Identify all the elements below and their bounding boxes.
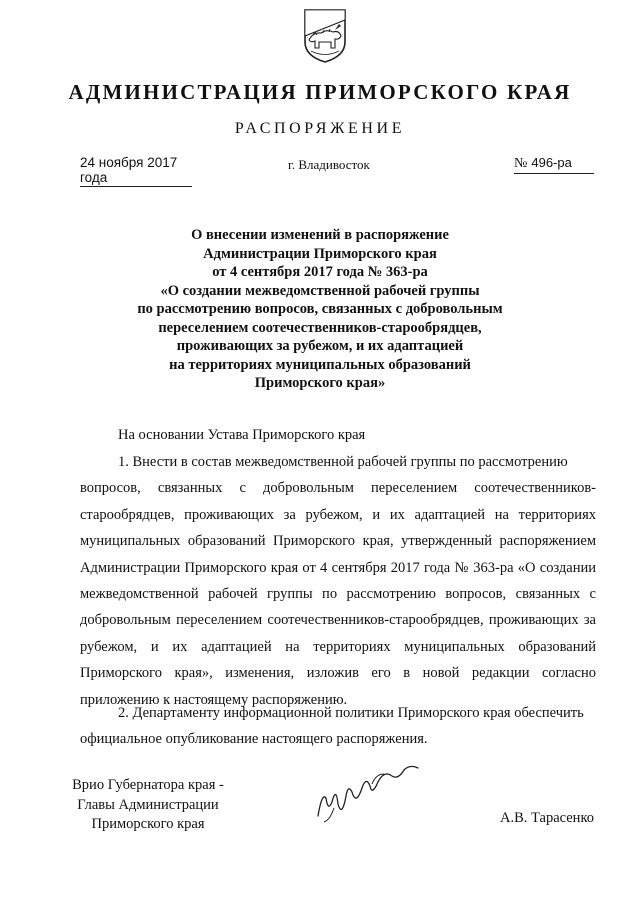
paragraph-1-text: вопросов, связанных с добровольным переселением соотечественников-старообрядцев, проживающих за рубежом, и их адаптацией на территориях муниципальных образований Приморского края, утвержденный распоряжением Администрации Приморского края от 4 сентября 2017 года № 363-ра «О создании межведомственной рабочей группы по рассмотрению вопросов, связанных с добровольным переселением соотечественников-старообрядцев, проживающих за рубежом, и их адаптацией на территориях муниципальных образований Приморского края», изменения, изложив его в новой редакции согласно приложению к настоящему распоряжению.	[80, 480, 596, 708]
signatory-title-line: Главы Администрации	[77, 796, 219, 813]
organization-name: АДМИНИСТРАЦИЯ ПРИМОРСКОГО КРАЯ	[68, 80, 572, 104]
document-date: 24 ноября 2017 года	[80, 155, 192, 187]
coat-of-arms-emblem	[299, 6, 351, 64]
document-type: РАСПОРЯЖЕНИЕ	[234, 120, 406, 137]
document-city: г. Владивосток	[288, 157, 370, 172]
title-line: «О создании межведомственной рабочей группы	[160, 282, 480, 299]
basis-line: На основании Устава Приморского края	[118, 427, 366, 443]
handwritten-signature	[312, 762, 424, 824]
title-line: переселением соотечественников-старообрядцев,	[158, 319, 482, 336]
title-line: по рассмотрению вопросов, связанных с добровольным	[137, 301, 503, 317]
document-number	[514, 155, 594, 174]
signatory-name: А.В. Тарасенко	[500, 810, 595, 826]
signatory-title	[63, 776, 233, 835]
title-line: от 4 сентября 2017 года № 363-ра	[212, 264, 428, 280]
title-line: на территориях муниципальных образований	[169, 356, 471, 373]
signatory-title-line: Приморского края	[91, 816, 205, 832]
paragraph-1	[80, 449, 596, 713]
title-line: Приморского края»	[254, 375, 386, 391]
paragraph-2-first-line: 2. Департаменту информационной политики Приморского края обеспечить	[118, 705, 584, 721]
title-line: проживающих за рубежом, и их адаптацией	[176, 338, 464, 354]
number-sign: №	[514, 156, 528, 171]
paragraph-2	[80, 700, 596, 753]
number-value: 496-ра	[531, 155, 572, 170]
title-line: О внесении изменений в распоряжение	[191, 227, 449, 243]
title-line: Администрации Приморского края	[203, 245, 437, 262]
paragraph-2-text: официальное опубликование настоящего распоряжения.	[80, 731, 428, 748]
paragraph-1-first-line: 1. Внести в состав межведомственной рабочей группы по рассмотрению	[118, 454, 568, 470]
document-title	[120, 226, 520, 393]
signatory-title-line: Врио Губернатора края -	[72, 777, 224, 793]
